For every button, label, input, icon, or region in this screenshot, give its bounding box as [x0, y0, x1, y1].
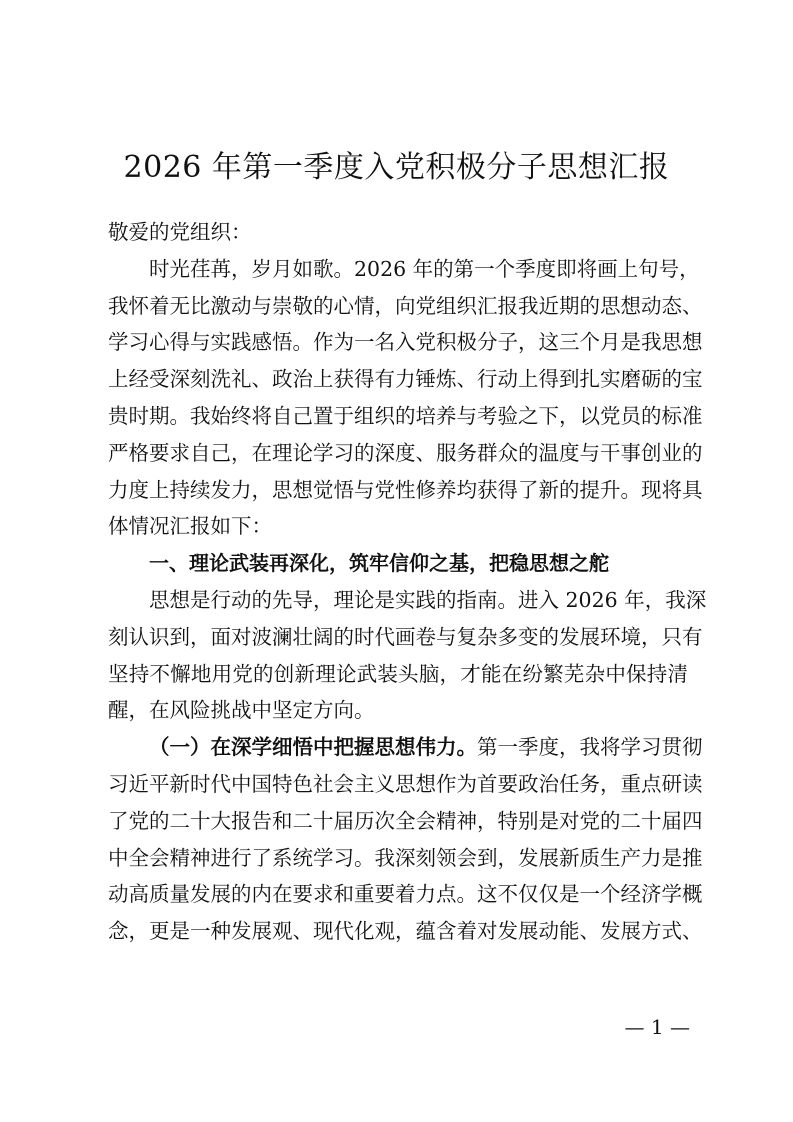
section-heading: 一、理论武装再深化，筑牢信仰之基，把稳思想之舵 [149, 551, 609, 576]
paragraph-line: 我怀着无比激动与崇敬的心情，向党组织汇报我近期的思想动态、 [108, 293, 703, 318]
salutation: 敬爱的党组织： [108, 220, 252, 244]
paragraph-line [108, 729, 703, 766]
paragraph-line: 体情况汇报如下： [108, 514, 272, 539]
paragraph-line: 上经受深刻洗礼、政治上获得有力锤炼、行动上得到扎实磨砺的宝 [108, 367, 703, 392]
paragraph-line: 力度上持续发力，思想觉悟与党性修养均获得了新的提升。现将具 [108, 477, 703, 502]
paragraph-line: 坚持不懈地用党的创新理论武装头脑，才能在纷繁芜杂中保持清 [108, 661, 688, 686]
paragraph-line: 了党的二十大报告和二十届历次全会精神，特别是对党的二十届四 [108, 808, 703, 833]
paragraph-line: 念，更是一种发展观、现代化观，蕴含着对发展动能、发展方式、 [108, 919, 703, 944]
document-title: 2026 年第一季度入党积极分子思想汇报 [123, 150, 670, 185]
paragraph-line: 习近平新时代中国特色社会主义思想作为首要政治任务，重点研读 [108, 771, 703, 796]
paragraph-line: 中全会精神进行了系统学习。我深刻领会到，发展新质生产力是推 [108, 845, 703, 870]
paragraph-line: 刻认识到，面对波澜壮阔的时代画卷与复杂多变的发展环境，只有 [108, 624, 703, 649]
paragraph-line: 时光荏苒，岁月如歌。2026 年的第一个季度即将画上句号， [149, 256, 700, 281]
page-number: — 1 — [624, 1015, 690, 1039]
paragraph-line: 思想是行动的先导，理论是实践的指南。进入 2026 年，我深 [149, 587, 707, 612]
subsection-lead: （一）在深学细悟中把握思想伟力。 [149, 735, 477, 760]
paragraph-line: 醒，在风险挑战中坚定方向。 [108, 698, 375, 723]
paragraph-subsection [108, 729, 703, 950]
paragraph-intro [108, 251, 703, 545]
paragraph-line: 严格要求自己，在理论学习的深度、服务群众的温度与干事创业的 [108, 440, 703, 465]
paragraph-line: 学习心得与实践感悟。作为一名入党积极分子，这三个月是我思想 [108, 330, 703, 355]
paragraph-line: 动高质量发展的内在要求和重要着力点。这不仅仅是一个经济学概 [108, 882, 703, 907]
paragraph-line: 贵时期。我始终将自己置于组织的培养与考验之下，以党员的标准 [108, 403, 703, 428]
paragraph-theory [108, 582, 707, 729]
subsection-first-text: 第一季度，我将学习贯彻 [477, 735, 703, 760]
document-body [108, 214, 707, 950]
